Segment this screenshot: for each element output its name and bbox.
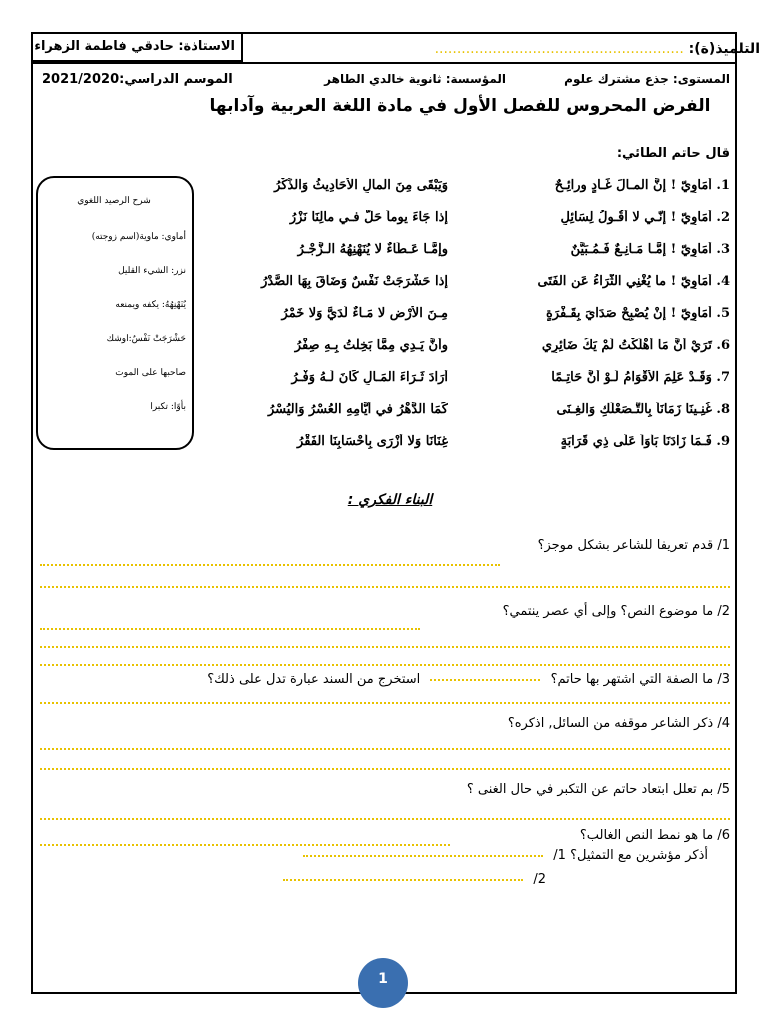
exam-title: الفرض المحروس للفصل الأول في مادة اللغة العربية وآدابها [209, 96, 711, 116]
verse-first-half: 6. تَرَيْ أنَّ مَا أَهْلَكْتُ لَمْ يَكُ ضَائِرِي [541, 338, 730, 353]
page-number: 1 [358, 958, 408, 1008]
verse [200, 434, 730, 464]
verse [200, 210, 730, 240]
glossary-item: يُنَهْنِهُهُ: يكفه ويمنعه [115, 300, 186, 310]
indicator-2-label: 2/ [533, 872, 546, 887]
verse-second-half: غِنَانَا وَلا أَزْرَى بِأَحْسَابِنَا الفَقْرُ [297, 434, 448, 449]
student-blank: ........................................................ [434, 41, 684, 57]
verse-second-half: وأنَّ يَـدِي مِمَّا بَخِلْتُ بِـهِ صِفْرُ [294, 338, 448, 353]
indicator-1-label: أذكر مؤشرين مع التمثيل؟ 1/ [553, 848, 708, 863]
question-6-indicators [297, 848, 708, 863]
verse-first-half: 3. أَمَاوِيّ ! إمَّـا مَـانِـعٌ فَـمُـبَيَّنٌ [570, 242, 730, 257]
answer-line[interactable] [40, 748, 730, 750]
verse-first-half: 4. أَمَاوِيّ ! ما يُغْنِي الثَّرَاءُ عَنِ الفَتَى [537, 274, 730, 289]
verse-second-half: كَمَا الدَّهْرُ في أَيَّامِهِ العُسْرُ وَاليُسْرُ [267, 402, 448, 417]
glossary-item: أماوي: ماوية(اسم زوجته) [91, 232, 186, 242]
question-2: 2/ ما موضوع النص؟ وإلى أي عصر ينتمي؟ [502, 604, 730, 619]
teacher-name: الاستاذة: حادقي فاطمة الزهراء [33, 34, 243, 62]
student-label: التلميذ(ة): [688, 41, 760, 57]
verse-first-half: 9. فَـمَا زَادَنَا بَأْوَاً عَلَى ذِي قَرَابَةٍ [560, 434, 730, 449]
answer-line[interactable] [40, 586, 730, 588]
question-3-part-a: 3/ ما الصفة التي اشتهر بها حاتم؟ [550, 672, 730, 687]
question-6-indicator-2 [277, 872, 546, 887]
level: المستوى: جذع مشترك علوم [564, 72, 730, 86]
verse [200, 274, 730, 304]
question-1: 1/ قدم تعريفا للشاعر بشكل موجز؟ [537, 538, 730, 553]
verse [200, 306, 730, 336]
verse-first-half: 8. غُنِـينَا زَمَانَاً بِالتَّـصَعْلُكِ وَالغِـنَى [556, 402, 730, 417]
question-4: 4/ ذكر الشاعر موقفه من السائل, اذكره؟ [507, 716, 730, 731]
answer-line[interactable] [40, 664, 730, 666]
verse-first-half: 1. أَمَاوِيّ ! إنَّ المـالَ غَـادٍ ورائِـحٌ [554, 178, 730, 193]
verse [200, 402, 730, 432]
answer-line[interactable] [40, 646, 730, 648]
glossary-item: حَشْرَجَتْ نَفْسٌ:اوشك [106, 334, 186, 344]
glossary-box [36, 176, 194, 450]
verse-second-half: إذا حَشْرَجَتْ نَفْسٌ وَضَاقَ بِهَا الصَّدْرُ [261, 274, 448, 289]
section-title: البناء الفكري : [347, 492, 433, 508]
school-year: الموسم الدراسي:2021/2020 [42, 72, 233, 87]
answer-line[interactable] [40, 768, 730, 770]
answer-inline[interactable] [283, 879, 523, 881]
verse-second-half: إذا جَاءَ يوماً حَلَّ فـي مالِنَا نَزْرُ [289, 210, 448, 225]
institution: المؤسسة: ثانوية خالدي الطاهر [324, 72, 506, 86]
verse [200, 370, 730, 400]
verse-second-half: أَرَادَ ثَـرَاءَ المَـالِ كَانَ لَـهُ وَفْـرُ [291, 370, 448, 385]
question-5: 5/ بم تعلل ابتعاد حاتم عن التكبر في حال الغنى ؟ [466, 782, 730, 797]
glossary-item: نزر: الشيء القليل [118, 266, 186, 276]
verse-first-half: 2. أَمَاوِيّ ! إنّـي لا أَقُـولُ لِسَائِلٍ [560, 210, 730, 225]
answer-line[interactable] [40, 844, 450, 846]
answer-line[interactable] [40, 702, 730, 704]
answer-inline[interactable] [303, 855, 543, 857]
verse [200, 178, 730, 208]
verse-first-half: 5. أَمَاوِيّ ! إنْ يُصْبِحْ صَدَايَ بِقَـفْرَةٍ [545, 306, 730, 321]
verse-second-half: وَيَبْقَى مِنَ المالِ الأَحَادِيثُ وَالذِّكْرُ [274, 178, 448, 193]
answer-line[interactable] [40, 628, 420, 630]
glossary-item: صاحبها على الموت [115, 368, 186, 378]
verse [200, 242, 730, 272]
answer-line[interactable] [40, 564, 500, 566]
glossary-item: بأوًا: تكبرا [150, 402, 186, 412]
verse-first-half: 7. وَقَـدْ عَلِمَ الأَقْوَامُ لَـوْ أَنَّ حَاتِـمًا [551, 370, 730, 385]
answer-line[interactable] [40, 818, 730, 820]
poem-intro: قال حاتم الطائي: [616, 146, 730, 161]
student-name-field[interactable] [280, 36, 760, 62]
glossary-title: شرح الرصيد اللغوي [77, 196, 151, 206]
question-3-part-b: استخرج من السند عبارة تدل على ذلك؟ [207, 672, 421, 687]
verse-second-half: مِـنَ الأَرْضِ لا مَـاءٌ لَدَيَّ وَلا خَمْرُ [281, 306, 448, 321]
question-6: 6/ ما هو نمط النص الغالب؟ [579, 828, 730, 843]
verse [200, 338, 730, 368]
answer-inline[interactable] [430, 679, 540, 681]
verse-second-half: وإمَّـا عَـطَاءٌ لا يُنَهْنِهُهُ الـزَّجْـرُ [297, 242, 448, 257]
question-3 [207, 672, 730, 687]
